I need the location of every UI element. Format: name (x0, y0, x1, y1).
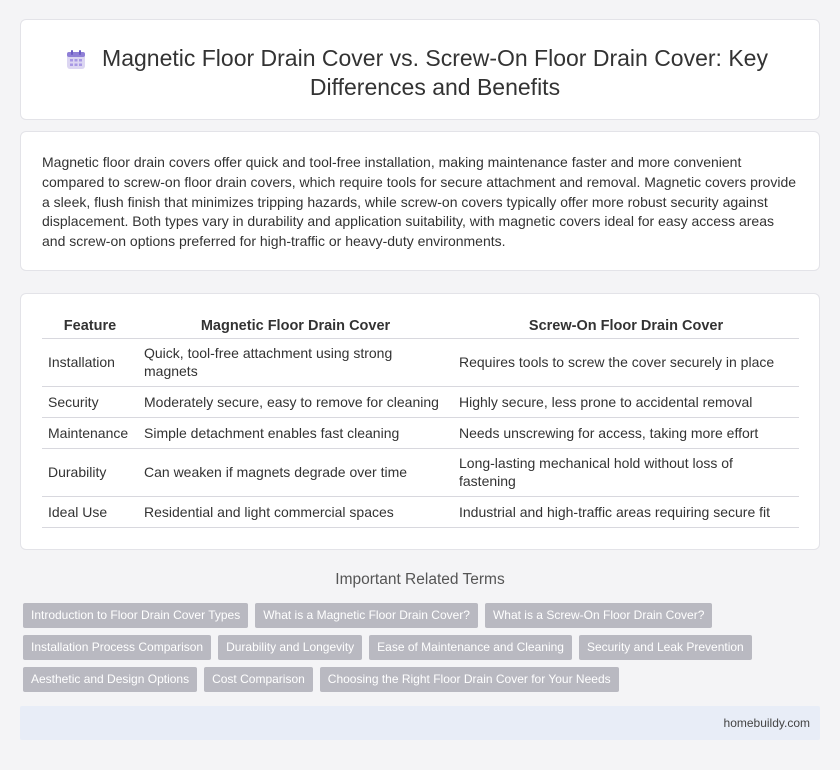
magnetic-cell: Quick, tool-free attachment using strong magnets (138, 338, 453, 386)
intro-paragraph: Magnetic floor drain covers offer quick and tool-free installation, making maintenance faster and more convenient compared to screw-on floor drain covers, which require tools for secure attachment and removal. Magnetic covers provide a sleek, flush finish that minimizes tripping hazards, while screw-on covers typically offer more robust security against displacement. Both types vary in durability and application suitability, with magnetic covers ideal for easy access areas and screw-on options preferred for high-traffic or heavy-duty environments. (42, 154, 797, 250)
feature-cell: Security (42, 386, 138, 417)
table-header-row (42, 314, 799, 338)
related-term-tag[interactable]: Cost Comparison (204, 667, 313, 692)
table-row (42, 386, 799, 417)
site-credit[interactable]: homebuildy.com (723, 716, 810, 730)
magnetic-cell: Residential and light commercial spaces (138, 496, 453, 527)
related-term-tag[interactable]: Aesthetic and Design Options (23, 667, 197, 692)
related-term-tag[interactable]: What is a Screw-On Floor Drain Cover? (485, 603, 712, 628)
related-term-tag[interactable]: What is a Magnetic Floor Drain Cover? (255, 603, 478, 628)
comparison-table (42, 314, 799, 528)
footer (20, 706, 820, 740)
screw-on-cell: Industrial and high-traffic areas requiring secure fit (453, 496, 799, 527)
intro-card (20, 131, 820, 271)
page-title: Magnetic Floor Drain Cover vs. Screw-On Floor Drain Cover: Key Differences and Benefits (102, 45, 768, 100)
table-row (42, 417, 799, 448)
header-screw-on: Screw-On Floor Drain Cover (453, 314, 799, 338)
feature-cell: Durability (42, 448, 138, 496)
title-card (20, 19, 820, 120)
feature-cell: Ideal Use (42, 496, 138, 527)
comparison-card (20, 293, 820, 550)
magnetic-cell: Moderately secure, easy to remove for cleaning (138, 386, 453, 417)
screw-on-cell: Highly secure, less prone to accidental removal (453, 386, 799, 417)
related-term-tag[interactable]: Installation Process Comparison (23, 635, 211, 660)
magnetic-cell: Can weaken if magnets degrade over time (138, 448, 453, 496)
tag-row (23, 603, 803, 635)
related-term-tag[interactable]: Ease of Maintenance and Cleaning (369, 635, 572, 660)
magnetic-cell: Simple detachment enables fast cleaning (138, 417, 453, 448)
feature-cell: Maintenance (42, 417, 138, 448)
related-term-tag[interactable]: Security and Leak Prevention (579, 635, 752, 660)
screw-on-cell: Needs unscrewing for access, taking more effort (453, 417, 799, 448)
screw-on-cell: Requires tools to screw the cover securely in place (453, 338, 799, 386)
related-term-tag[interactable]: Durability and Longevity (218, 635, 362, 660)
header-feature: Feature (42, 314, 138, 338)
header-magnetic: Magnetic Floor Drain Cover (138, 314, 453, 338)
feature-cell: Installation (42, 338, 138, 386)
screw-on-cell: Long-lasting mechanical hold without loss of fastening (453, 448, 799, 496)
table-row (42, 496, 799, 527)
tag-row (23, 635, 803, 667)
related-terms-title: Important Related Terms (335, 571, 505, 588)
tag-row (23, 667, 803, 699)
related-terms-list (23, 603, 803, 699)
table-row (42, 338, 799, 386)
table-row (42, 448, 799, 496)
related-term-tag[interactable]: Introduction to Floor Drain Cover Types (23, 603, 248, 628)
related-term-tag[interactable]: Choosing the Right Floor Drain Cover for Your Needs (320, 667, 619, 692)
